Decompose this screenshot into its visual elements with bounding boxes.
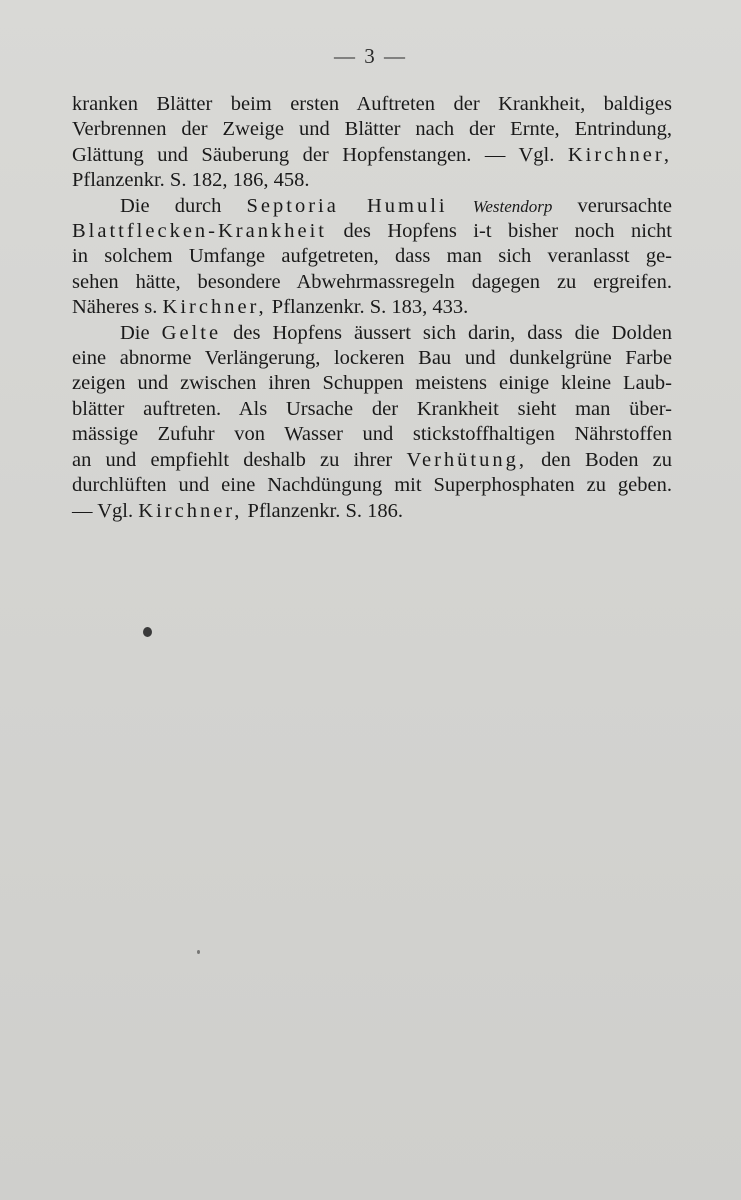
text-run: Näheres s.: [72, 296, 158, 319]
text-line: Pflanzenkr. S. 182, 186, 458.: [72, 169, 310, 192]
text-run: den Boden zu: [541, 448, 672, 471]
page-number: — 3 —: [334, 44, 407, 68]
text-run: an und empfiehlt deshalb zu ihrer: [72, 448, 393, 471]
text-line: blätter auftreten. Als Ursache der Krankheit sieht man über-: [72, 397, 672, 420]
text-line: eine abnorme Verlängerung, lockeren Bau und dunkelgrüne Farbe: [72, 347, 672, 370]
text-run: — Vgl.: [72, 499, 134, 522]
text-line: sehen hätte, besondere Abwehrmassregeln dagegen zu ergreifen.: [72, 270, 672, 293]
text-run: des Hopfens äussert sich darin, dass die Dolden: [233, 321, 673, 344]
ink-speck: [197, 950, 200, 954]
species-name: Septoria Humuli: [246, 194, 448, 217]
text-line: Verbrennen der Zweige und Blätter nach der Ernte, Entrindung,: [72, 118, 672, 141]
text-run: Pflanzenkr. S. 183, 433.: [271, 296, 469, 319]
emphasis-word: Verhütung,: [406, 448, 527, 471]
text-line: [72, 219, 672, 244]
disease-name: Gelte: [161, 321, 222, 344]
text-line: kranken Blätter beim ersten Auftreten der Krankheit, baldiges: [72, 93, 672, 115]
text-line: [72, 143, 672, 168]
text-line: [72, 194, 672, 219]
text-line: [72, 321, 672, 346]
text-line: [72, 499, 672, 524]
text-line: in solchem Umfange aufgetreten, dass man sich veranlasst ge-: [72, 245, 672, 268]
species-author: Westendorp: [472, 196, 553, 216]
disease-name: Blattflecken-Krankheit: [72, 220, 327, 243]
ink-speck: [143, 627, 152, 637]
author-name: Kirchner,: [567, 143, 672, 166]
text-line: durchlüften und eine Nachdüngung mit Superphosphaten zu geben.: [72, 474, 672, 497]
text-run: Pflanzenkr. S. 186.: [247, 499, 403, 522]
text-line: [72, 295, 672, 320]
author-name: Kirchner,: [162, 296, 267, 319]
text-line: [72, 448, 672, 473]
text-run: verursachte: [577, 194, 673, 217]
author-name: Kirchner,: [138, 499, 243, 522]
text-line: zeigen und zwischen ihren Schuppen meistens einige kleine Laub-: [72, 372, 672, 395]
body-text: [72, 92, 672, 524]
text-line: mässige Zufuhr von Wasser und stickstoffhaltigen Nährstoffen: [72, 423, 672, 446]
text-run: des Hopfens i-t bisher noch nicht: [343, 220, 672, 243]
text-run: Glättung und Säuberung der Hopfenstangen. — Vgl.: [72, 143, 555, 166]
text-run: Die: [120, 321, 150, 344]
text-run: Die durch: [120, 194, 222, 217]
